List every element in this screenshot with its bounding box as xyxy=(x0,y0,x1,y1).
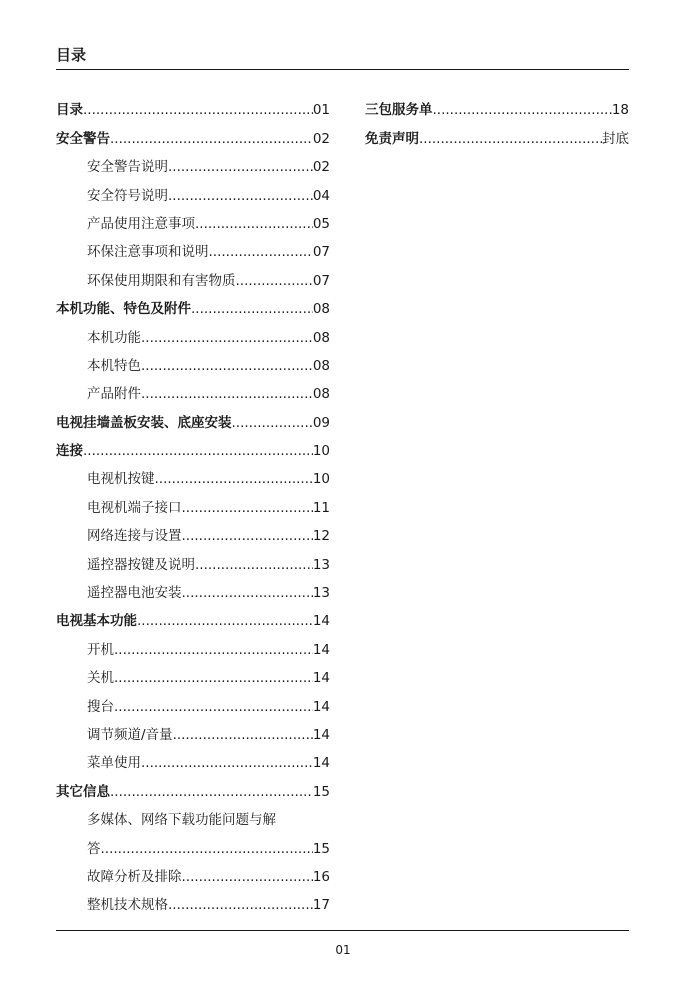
toc-entry[interactable] xyxy=(56,715,330,743)
toc-entry-title: 目录 xyxy=(56,102,83,119)
toc-dot-leader xyxy=(114,699,313,715)
toc-dot-leader xyxy=(168,897,313,913)
toc-dot-leader xyxy=(182,528,313,544)
toc-dot-leader xyxy=(182,500,313,516)
toc-dot-leader xyxy=(141,330,313,346)
toc-entry-title: 产品附件 xyxy=(87,386,141,403)
toc-dot-leader xyxy=(191,301,313,317)
toc-dot-leader xyxy=(209,244,313,260)
toc-entry-page: 12 xyxy=(312,528,330,545)
toc-entry-page: 14 xyxy=(312,726,330,743)
toc-dot-leader xyxy=(195,216,313,232)
toc-entry-title: 电视机端子接口 xyxy=(87,499,182,516)
toc-entry-page: 16 xyxy=(312,868,330,885)
toc-entry-title: 三包服务单 xyxy=(365,102,433,119)
toc-entry-page: 07 xyxy=(312,272,330,289)
toc-entry[interactable] xyxy=(56,317,330,345)
toc-entry-title: 本机特色 xyxy=(87,357,141,374)
toc-right-column xyxy=(365,90,629,147)
toc-entry-page: 09 xyxy=(312,414,330,431)
toc-dot-leader xyxy=(173,727,313,743)
toc-entry[interactable] xyxy=(56,544,330,572)
toc-entry-page: 08 xyxy=(312,357,330,374)
toc-entry[interactable] xyxy=(365,118,629,146)
toc-entry-title: 遥控器电池安装 xyxy=(87,585,182,602)
toc-entry-page: 18 xyxy=(611,102,629,119)
toc-entry-title: 安全警告 xyxy=(56,130,110,147)
toc-entry-title: 电视挂墙盖板安装、底座安装 xyxy=(56,414,232,431)
toc-dot-leader xyxy=(182,585,313,601)
toc-dot-leader xyxy=(155,471,313,487)
toc-entry[interactable] xyxy=(56,289,330,317)
toc-entry-title: 遥控器按键及说明 xyxy=(87,556,195,573)
toc-entry-page: 04 xyxy=(312,187,330,204)
toc-entry-page: 15 xyxy=(312,840,330,857)
toc-entry-title: 故障分析及排除 xyxy=(87,868,182,885)
toc-entry[interactable] xyxy=(56,516,330,544)
toc-entry-title: 其它信息 xyxy=(56,783,110,800)
toc-dot-leader xyxy=(101,841,313,857)
toc-entry[interactable] xyxy=(56,346,330,374)
toc-entry-page: 14 xyxy=(312,613,330,630)
toc-entry-page: 13 xyxy=(312,585,330,602)
footer-divider xyxy=(56,930,629,931)
toc-entry-page: 05 xyxy=(312,215,330,232)
toc-entry-title: 网络连接与设置 xyxy=(87,528,182,545)
toc-entry-title: 搜台 xyxy=(87,698,114,715)
toc-entry[interactable] xyxy=(56,573,330,601)
toc-entry[interactable] xyxy=(56,118,330,146)
toc-left-column xyxy=(56,90,330,913)
header-divider xyxy=(56,69,629,70)
toc-entry[interactable] xyxy=(56,147,330,175)
toc-entry-title: 多媒体、网络下载功能问题与解 xyxy=(87,812,276,829)
toc-entry-title: 安全警告说明 xyxy=(87,159,168,176)
toc-dot-leader xyxy=(182,869,313,885)
toc-entry[interactable] xyxy=(56,431,330,459)
toc-dot-leader xyxy=(110,784,313,800)
toc-entry[interactable] xyxy=(56,459,330,487)
toc-entry-page: 10 xyxy=(312,471,330,488)
toc-entry-page: 01 xyxy=(312,102,330,119)
toc-entry-title: 免责声明 xyxy=(365,130,419,147)
toc-entry[interactable] xyxy=(56,90,330,118)
toc-entry-page: 08 xyxy=(312,329,330,346)
toc-entry[interactable] xyxy=(56,487,330,515)
toc-dot-leader xyxy=(168,159,313,175)
toc-entry-page: 14 xyxy=(312,641,330,658)
toc-dot-leader xyxy=(114,670,313,686)
toc-entry-page: 14 xyxy=(312,670,330,687)
toc-entry-title: 电视机按键 xyxy=(87,471,155,488)
toc-entry-page: 13 xyxy=(312,556,330,573)
toc-entry-title: 环保使用期限和有害物质 xyxy=(87,272,236,289)
toc-entry-page: 15 xyxy=(312,783,330,800)
toc-entry-title: 整机技术规格 xyxy=(87,897,168,914)
toc-entry-page: 11 xyxy=(312,499,330,516)
toc-entry[interactable] xyxy=(365,90,629,118)
toc-entry-title: 答 xyxy=(87,840,101,857)
toc-entry-title: 安全符号说明 xyxy=(87,187,168,204)
toc-entry[interactable] xyxy=(56,658,330,686)
toc-entry-title: 本机功能、特色及附件 xyxy=(56,301,191,318)
page-number: 01 xyxy=(335,943,351,957)
toc-entry[interactable] xyxy=(56,629,330,657)
toc-entry-title: 本机功能 xyxy=(87,329,141,346)
toc-entry-page: 14 xyxy=(312,755,330,772)
toc-entry[interactable] xyxy=(56,828,330,856)
toc-entry[interactable] xyxy=(56,402,330,430)
toc-entry-title: 调节频道/音量 xyxy=(87,726,173,743)
toc-entry[interactable] xyxy=(56,800,330,828)
page-title: 目录 xyxy=(56,46,87,64)
toc-entry-title: 开机 xyxy=(87,641,114,658)
toc-entry-page: 07 xyxy=(312,244,330,261)
toc-entry[interactable] xyxy=(56,686,330,714)
toc-dot-leader xyxy=(137,613,313,629)
toc-entry[interactable] xyxy=(56,885,330,913)
toc-dot-leader xyxy=(236,273,313,289)
toc-entry[interactable] xyxy=(56,175,330,203)
toc-entry[interactable] xyxy=(56,771,330,799)
toc-entry-title: 菜单使用 xyxy=(87,755,141,772)
toc-entry[interactable] xyxy=(56,743,330,771)
toc-entry-title: 电视基本功能 xyxy=(56,613,137,630)
toc-entry[interactable] xyxy=(56,204,330,232)
toc-dot-leader xyxy=(141,358,313,374)
toc-entry-page: 08 xyxy=(312,386,330,403)
toc-entry[interactable] xyxy=(56,374,330,402)
toc-dot-leader xyxy=(114,642,313,658)
toc-dot-leader xyxy=(168,188,313,204)
toc-entry-title: 关机 xyxy=(87,670,114,687)
toc-dot-leader xyxy=(83,443,313,459)
toc-dot-leader xyxy=(419,131,602,147)
toc-dot-leader xyxy=(110,131,313,147)
toc-entry-page: 封底 xyxy=(602,130,629,147)
toc-entry-page: 14 xyxy=(312,698,330,715)
toc-entry-title: 产品使用注意事项 xyxy=(87,215,195,232)
toc-entry[interactable] xyxy=(56,260,330,288)
toc-entry-page: 02 xyxy=(312,159,330,176)
toc-entry-page: 02 xyxy=(312,130,330,147)
toc-dot-leader xyxy=(433,102,612,118)
toc-entry-page: 17 xyxy=(312,897,330,914)
toc-entry[interactable] xyxy=(56,601,330,629)
toc-entry-page: 10 xyxy=(312,443,330,460)
toc-entry-title: 环保注意事项和说明 xyxy=(87,244,209,261)
toc-dot-leader xyxy=(232,415,313,431)
toc-entry[interactable] xyxy=(56,857,330,885)
toc-dot-leader xyxy=(195,557,313,573)
toc-dot-leader xyxy=(141,386,313,402)
toc-entry[interactable] xyxy=(56,232,330,260)
toc-entry-title: 连接 xyxy=(56,443,83,460)
toc-dot-leader xyxy=(83,102,313,118)
toc-dot-leader xyxy=(141,755,313,771)
toc-entry-page: 08 xyxy=(312,301,330,318)
